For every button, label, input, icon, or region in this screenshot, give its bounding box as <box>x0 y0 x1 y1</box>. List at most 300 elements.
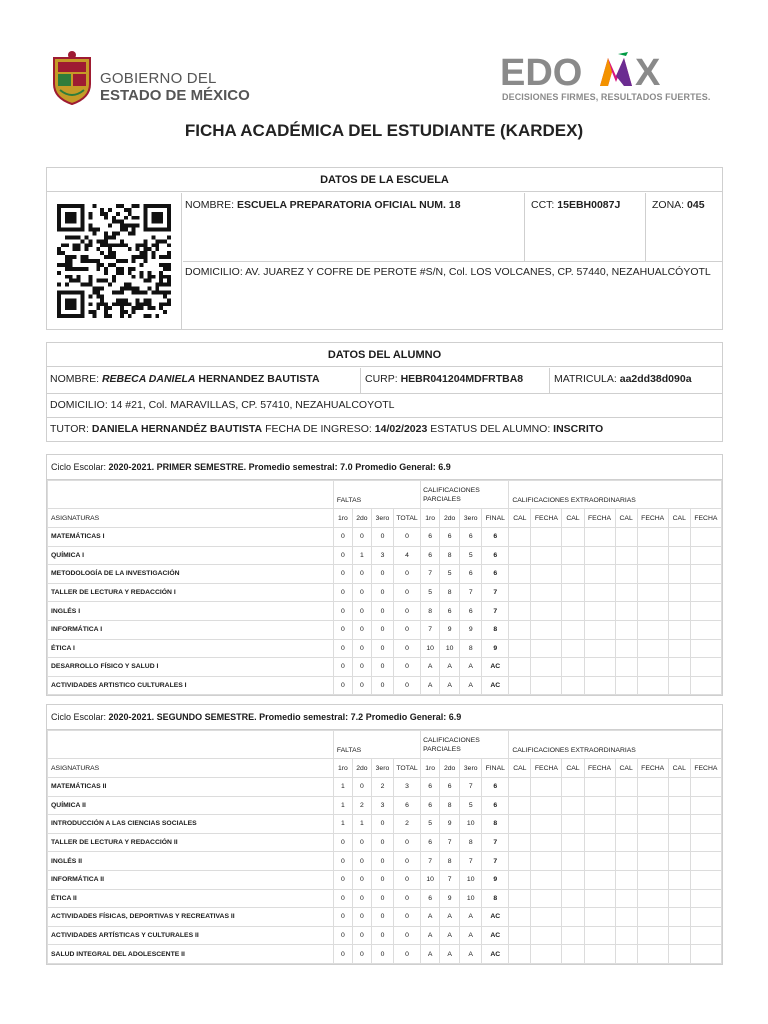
grades-table <box>47 480 722 695</box>
extra-cell <box>615 778 637 797</box>
extra-cell <box>509 852 531 871</box>
grade-cell: 9 <box>482 870 509 889</box>
extra-cell <box>584 852 615 871</box>
grade-cell: 9 <box>482 639 509 658</box>
extra-cell <box>637 565 668 584</box>
student-matricula-value: aa2dd38d090a <box>619 373 692 385</box>
grade-cell: 1 <box>352 815 371 834</box>
grade-cell: 6 <box>440 602 460 621</box>
table-row <box>48 870 722 889</box>
extra-cell <box>584 796 615 815</box>
qr-code-panel <box>47 193 182 330</box>
extra-cell <box>531 908 562 927</box>
grade-cell: 1 <box>333 796 352 815</box>
extra-cell <box>668 908 690 927</box>
subject-name: SALUD INTEGRAL DEL ADOLESCENTE II <box>48 945 334 964</box>
extra-cell <box>562 620 584 639</box>
grade-cell: 0 <box>371 908 393 927</box>
column-header: CAL <box>509 509 531 528</box>
extra-cell <box>690 796 721 815</box>
extra-cell <box>531 870 562 889</box>
column-header: FECHA <box>690 759 721 778</box>
extra-cell <box>637 602 668 621</box>
grade-cell: 0 <box>333 870 352 889</box>
student-name-field <box>50 373 320 386</box>
grade-cell: 0 <box>333 945 352 964</box>
grade-cell: 5 <box>460 796 482 815</box>
grade-cell: 9 <box>440 889 460 908</box>
grade-cell: 3 <box>394 778 421 797</box>
extra-cell <box>562 528 584 547</box>
grade-cell: 0 <box>394 620 421 639</box>
column-header: 2do <box>352 509 371 528</box>
student-estatus-label: ESTATUS DEL ALUMNO: <box>430 423 551 435</box>
extra-cell <box>668 796 690 815</box>
grade-cell: 0 <box>352 889 371 908</box>
table-row <box>48 546 722 565</box>
extra-cell <box>584 528 615 547</box>
column-header: 2do <box>440 759 460 778</box>
grade-cell: A <box>440 676 460 695</box>
grade-cell: 8 <box>482 889 509 908</box>
grade-cell: 0 <box>333 833 352 852</box>
extra-cell <box>615 815 637 834</box>
faltas-header: FALTAS <box>333 731 420 759</box>
grade-cell: 8 <box>460 833 482 852</box>
extra-cell <box>584 583 615 602</box>
column-header: FINAL <box>482 759 509 778</box>
extra-cell <box>531 778 562 797</box>
column-header: 2do <box>352 759 371 778</box>
grade-cell: 0 <box>333 528 352 547</box>
extra-cell <box>584 815 615 834</box>
extra-cell <box>509 796 531 815</box>
grade-cell: 6 <box>482 528 509 547</box>
grade-cell: 2 <box>371 778 393 797</box>
extra-cell <box>668 583 690 602</box>
asignaturas-header: ASIGNATURAS <box>48 759 334 778</box>
column-header: FECHA <box>584 759 615 778</box>
extra-cell <box>637 676 668 695</box>
column-header: 1ro <box>333 509 352 528</box>
grade-cell: 6 <box>482 778 509 797</box>
extra-cell <box>615 583 637 602</box>
prom-sem-value: 7.0 <box>340 462 353 472</box>
grade-cell: 0 <box>394 658 421 677</box>
grade-cell: A <box>421 908 440 927</box>
table-row <box>48 565 722 584</box>
extra-cell <box>562 583 584 602</box>
student-ingreso-label: FECHA DE INGRESO: <box>265 423 372 435</box>
edomex-tagline: DECISIONES FIRMES, RESULTADOS FUERTES. <box>502 92 711 102</box>
extra-cell <box>690 852 721 871</box>
extra-cell <box>637 815 668 834</box>
grade-cell: 6 <box>440 778 460 797</box>
extra-cell <box>531 620 562 639</box>
grade-cell: 8 <box>440 852 460 871</box>
grade-cell: 0 <box>352 870 371 889</box>
extra-cell <box>690 565 721 584</box>
grade-cell: 0 <box>333 546 352 565</box>
grade-cell: 1 <box>352 546 371 565</box>
extra-cell <box>615 602 637 621</box>
column-header: FECHA <box>584 509 615 528</box>
grade-cell: 0 <box>371 815 393 834</box>
table-row <box>48 602 722 621</box>
extra-cell <box>531 796 562 815</box>
grade-cell: 0 <box>371 620 393 639</box>
grade-cell: 6 <box>421 528 440 547</box>
grade-cell: 0 <box>333 658 352 677</box>
grade-cell: 0 <box>371 583 393 602</box>
grade-cell: 0 <box>394 602 421 621</box>
grade-cell: 6 <box>460 565 482 584</box>
extra-cell <box>509 778 531 797</box>
subject-name: INGLÉS I <box>48 602 334 621</box>
school-zona-field <box>652 199 705 212</box>
extra-cell <box>531 528 562 547</box>
extra-cell <box>584 833 615 852</box>
column-header: 1ro <box>421 509 440 528</box>
table-row <box>48 583 722 602</box>
grade-cell: 2 <box>394 815 421 834</box>
school-cct-field <box>531 199 620 212</box>
grade-cell: 6 <box>421 889 440 908</box>
grade-cell: 0 <box>371 870 393 889</box>
student-data-section <box>46 342 723 442</box>
grade-cell: A <box>440 926 460 945</box>
extra-cell <box>531 658 562 677</box>
grade-cell: 0 <box>333 676 352 695</box>
blank-header <box>48 731 334 759</box>
extra-cell <box>509 815 531 834</box>
student-matricula-label: MATRICULA: <box>554 373 617 385</box>
grade-cell: 6 <box>421 796 440 815</box>
extra-cell <box>615 676 637 695</box>
extra-cell <box>531 639 562 658</box>
grade-cell: 10 <box>421 639 440 658</box>
extra-cell <box>690 815 721 834</box>
extra-cell <box>509 908 531 927</box>
grade-cell: 5 <box>421 583 440 602</box>
extra-cell <box>584 926 615 945</box>
grade-cell: 7 <box>421 565 440 584</box>
parciales-header <box>421 731 509 759</box>
grade-cell: 0 <box>371 676 393 695</box>
extra-cell <box>615 889 637 908</box>
extra-cell <box>615 565 637 584</box>
grade-cell: 6 <box>421 546 440 565</box>
extra-cell <box>531 676 562 695</box>
qr-code-icon <box>57 202 171 320</box>
table-row <box>48 778 722 797</box>
grade-cell: A <box>460 658 482 677</box>
grade-cell: 10 <box>460 889 482 908</box>
grade-cell: 0 <box>352 945 371 964</box>
grade-cell: 7 <box>482 602 509 621</box>
faltas-header: FALTAS <box>333 481 420 509</box>
student-estatus-value: INSCRITO <box>553 423 604 435</box>
column-header: 3ero <box>460 759 482 778</box>
extra-cell <box>637 620 668 639</box>
grade-cell: 0 <box>394 926 421 945</box>
column-header: FECHA <box>637 509 668 528</box>
subject-name: ÉTICA II <box>48 889 334 908</box>
extra-cell <box>668 889 690 908</box>
grade-cell: 0 <box>352 658 371 677</box>
grade-cell: 0 <box>394 639 421 658</box>
extra-cell <box>637 908 668 927</box>
semester-summary <box>47 455 722 480</box>
subject-name: QUÍMICA I <box>48 546 334 565</box>
extra-cell <box>531 565 562 584</box>
grade-cell: 0 <box>333 602 352 621</box>
grade-cell: 0 <box>394 833 421 852</box>
grade-cell: 0 <box>333 583 352 602</box>
column-header: FECHA <box>637 759 668 778</box>
extra-cell <box>509 889 531 908</box>
table-row <box>48 658 722 677</box>
extra-cell <box>531 852 562 871</box>
student-name-label: NOMBRE: <box>50 373 100 385</box>
prom-sem-label: Promedio semestral: <box>259 712 349 722</box>
grade-cell: 8 <box>482 620 509 639</box>
grade-cell: 1 <box>333 778 352 797</box>
ciclo-label: Ciclo Escolar: <box>51 462 107 472</box>
extra-cell <box>584 639 615 658</box>
student-tutor-value: DANIELA HERNANDÉZ BAUTISTA <box>91 423 263 435</box>
extra-cell <box>615 658 637 677</box>
ciclo-value: 2020-2021. SEGUNDO SEMESTRE. <box>108 712 257 722</box>
grade-cell: 3 <box>371 796 393 815</box>
grade-cell: 8 <box>482 815 509 834</box>
extra-cell <box>584 778 615 797</box>
grade-cell: 7 <box>482 852 509 871</box>
subject-name: INFORMÁTICA I <box>48 620 334 639</box>
table-row <box>48 945 722 964</box>
grade-cell: 0 <box>394 889 421 908</box>
column-header: 1ro <box>333 759 352 778</box>
table-row <box>48 639 722 658</box>
column-header: FECHA <box>690 509 721 528</box>
extra-cell <box>637 658 668 677</box>
extra-cell <box>509 639 531 658</box>
extra-cell <box>637 852 668 871</box>
table-row <box>48 908 722 927</box>
grade-cell: 6 <box>482 546 509 565</box>
grade-cell: 10 <box>421 870 440 889</box>
grades-table <box>47 730 722 964</box>
gobierno-coat-of-arms-icon <box>50 50 94 106</box>
parciales-header <box>421 481 509 509</box>
semester-section <box>46 454 723 696</box>
subject-name: ÉTICA I <box>48 639 334 658</box>
grade-cell: 7 <box>421 620 440 639</box>
extra-cell <box>562 815 584 834</box>
grade-cell: 0 <box>394 870 421 889</box>
extra-cell <box>615 908 637 927</box>
extra-cell <box>562 870 584 889</box>
grade-cell: 6 <box>394 796 421 815</box>
extra-cell <box>509 658 531 677</box>
grade-cell: 0 <box>352 778 371 797</box>
subject-name: DESARROLLO FÍSICO Y SALUD I <box>48 658 334 677</box>
extra-cell <box>584 870 615 889</box>
student-ingreso-value: 14/02/2023 <box>374 423 428 435</box>
student-address: DOMICILIO: 14 #21, Col. MARAVILLAS, CP. 57410, NEZAHUALCOYOTL <box>50 399 395 411</box>
grade-cell: A <box>440 908 460 927</box>
extra-cell <box>668 676 690 695</box>
extra-cell <box>690 908 721 927</box>
grade-cell: 6 <box>440 528 460 547</box>
student-first-name: REBECA DANIELA <box>101 373 196 385</box>
grade-cell: 6 <box>460 602 482 621</box>
school-cct-label: CCT: <box>531 199 555 211</box>
grade-cell: A <box>460 676 482 695</box>
extra-cell <box>584 908 615 927</box>
extra-cell <box>668 852 690 871</box>
grade-cell: 0 <box>371 658 393 677</box>
grade-cell: AC <box>482 926 509 945</box>
grade-cell: 0 <box>371 926 393 945</box>
student-curp-label: CURP: <box>365 373 398 385</box>
grade-cell: 6 <box>421 778 440 797</box>
extra-cell <box>637 528 668 547</box>
subject-name: INGLÉS II <box>48 852 334 871</box>
column-header: FINAL <box>482 509 509 528</box>
grade-cell: 5 <box>421 815 440 834</box>
semester-summary <box>47 705 722 730</box>
extra-cell <box>637 546 668 565</box>
semester-section <box>46 704 723 965</box>
grade-cell: 0 <box>371 639 393 658</box>
grade-cell: 0 <box>394 852 421 871</box>
school-cct-value: 15EBH0087J <box>557 199 621 211</box>
extra-cell <box>509 602 531 621</box>
grade-cell: 0 <box>394 945 421 964</box>
extra-cell <box>690 778 721 797</box>
subject-name: METODOLOGÍA DE LA INVESTIGACIÓN <box>48 565 334 584</box>
extra-cell <box>584 546 615 565</box>
extra-cell <box>668 639 690 658</box>
extra-cell <box>615 926 637 945</box>
grade-cell: 9 <box>440 815 460 834</box>
blank-header <box>48 481 334 509</box>
grade-cell: 8 <box>460 639 482 658</box>
school-zona-label: ZONA: <box>652 199 685 211</box>
subject-name: MATEMÁTICAS II <box>48 778 334 797</box>
extra-cell <box>668 546 690 565</box>
gobierno-line2: ESTADO DE MÉXICO <box>100 87 250 104</box>
table-row <box>48 833 722 852</box>
grade-cell: 6 <box>460 528 482 547</box>
table-row <box>48 620 722 639</box>
subject-name: ACTIVIDADES FÍSICAS, DEPORTIVAS Y RECREATIVAS II <box>48 908 334 927</box>
extra-cell <box>668 602 690 621</box>
table-row <box>48 815 722 834</box>
grade-cell: 0 <box>352 639 371 658</box>
extra-cell <box>509 546 531 565</box>
extra-cell <box>531 833 562 852</box>
grade-cell: 0 <box>371 528 393 547</box>
student-curp-value: HEBR041204MDFRTBA8 <box>400 373 524 385</box>
column-header: CAL <box>562 759 584 778</box>
column-header: CAL <box>562 509 584 528</box>
prom-gen-label: Promedio General: <box>365 712 447 722</box>
extra-cell <box>637 870 668 889</box>
extra-cell <box>615 639 637 658</box>
extra-cell <box>562 889 584 908</box>
extra-cell <box>637 796 668 815</box>
grade-cell: 6 <box>482 565 509 584</box>
extra-cell <box>690 870 721 889</box>
extra-cell <box>509 833 531 852</box>
grade-cell: A <box>421 676 440 695</box>
extra-cell <box>509 528 531 547</box>
extra-cell <box>668 833 690 852</box>
extraordinarias-header: CALIFICACIONES EXTRAORDINARIAS <box>509 481 722 509</box>
grade-cell: A <box>421 945 440 964</box>
grade-cell: AC <box>482 658 509 677</box>
school-section-heading: DATOS DE LA ESCUELA <box>47 168 722 192</box>
extra-cell <box>637 639 668 658</box>
parciales-header-text: CALIFICACIONES PARCIALES <box>423 487 480 503</box>
column-header: 2do <box>440 509 460 528</box>
school-data-section <box>46 167 723 330</box>
prom-gen-value: 6.9 <box>438 462 451 472</box>
subject-name: QUÍMICA II <box>48 796 334 815</box>
student-section-heading: DATOS DEL ALUMNO <box>47 343 722 367</box>
grade-cell: 0 <box>333 565 352 584</box>
grade-cell: 7 <box>460 583 482 602</box>
grade-cell: 5 <box>460 546 482 565</box>
grade-cell: 10 <box>460 815 482 834</box>
grade-cell: 9 <box>440 620 460 639</box>
grade-cell: 0 <box>333 639 352 658</box>
page-title: FICHA ACADÉMICA DEL ESTUDIANTE (KARDEX) <box>184 121 584 140</box>
grade-cell: 8 <box>440 796 460 815</box>
subject-name: INFORMÁTICA II <box>48 870 334 889</box>
column-header: 1ro <box>421 759 440 778</box>
edomex-logo <box>500 52 725 102</box>
column-header: CAL <box>615 759 637 778</box>
column-header: CAL <box>668 759 690 778</box>
extra-cell <box>690 602 721 621</box>
extra-cell <box>531 945 562 964</box>
extra-cell <box>584 889 615 908</box>
table-row <box>48 889 722 908</box>
grade-cell: 7 <box>440 833 460 852</box>
extraordinarias-header: CALIFICACIONES EXTRAORDINARIAS <box>509 731 722 759</box>
extra-cell <box>531 889 562 908</box>
grade-cell: AC <box>482 676 509 695</box>
student-curp-field <box>365 373 523 386</box>
student-tutor-label: TUTOR: <box>50 423 89 435</box>
extra-cell <box>637 926 668 945</box>
column-header: FECHA <box>531 759 562 778</box>
extra-cell <box>690 945 721 964</box>
column-header: 3ero <box>371 759 393 778</box>
column-header: 3ero <box>460 509 482 528</box>
grade-cell: 0 <box>352 852 371 871</box>
grade-cell: 0 <box>371 945 393 964</box>
extra-cell <box>690 926 721 945</box>
grade-cell: 2 <box>352 796 371 815</box>
grade-cell: A <box>421 658 440 677</box>
extra-cell <box>562 639 584 658</box>
extra-cell <box>584 565 615 584</box>
ciclo-label: Ciclo Escolar: <box>51 712 107 722</box>
